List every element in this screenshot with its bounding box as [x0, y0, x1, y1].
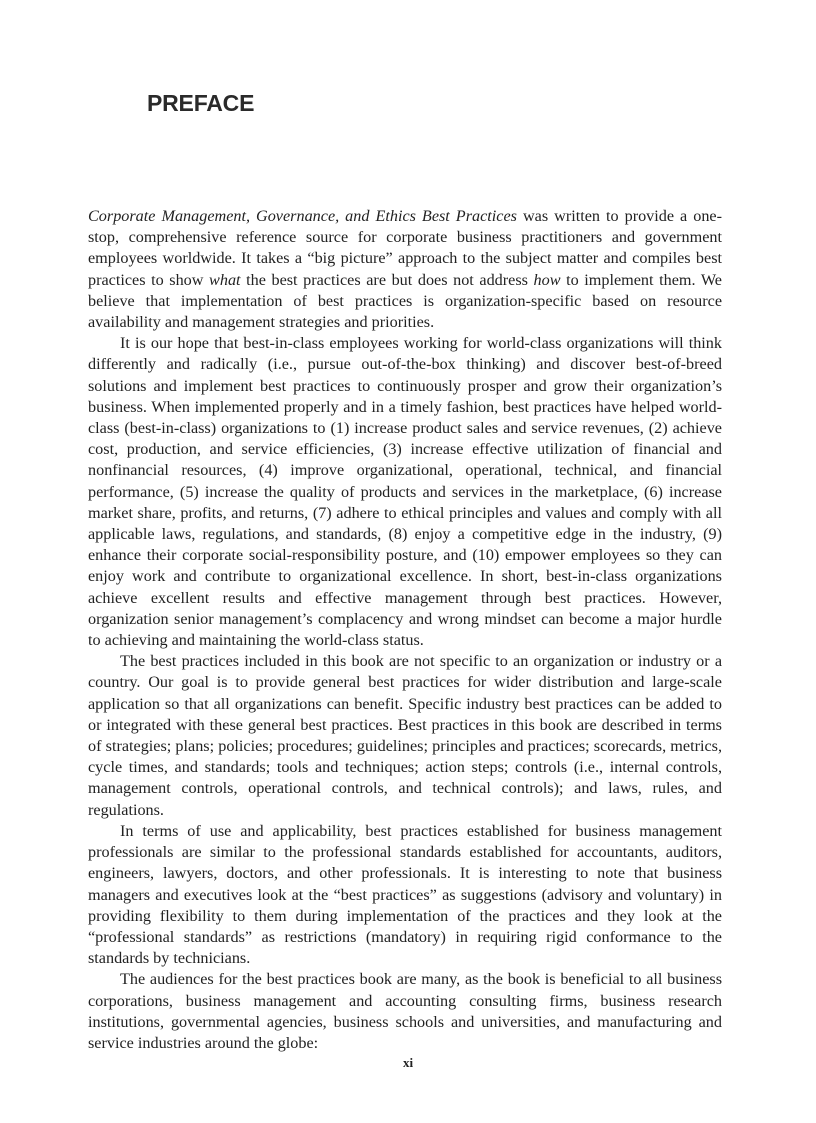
emphasis-how: how: [533, 270, 561, 289]
paragraph-1: [88, 206, 722, 333]
paragraph-3: The best practices included in this book are not specific to an organization or industry or a country. Our goal is to provide general best practices for wider distribution and large-scale application so that all organizations can benefit. Specific industry best practices can be added to or integrated with these general best practices. Best practices in this book are described in terms of strategies; plans; policies; procedures; guidelines; principles and practices; scorecards, metrics, cycle times, and standards; tools and techniques; action steps; controls (i.e., internal controls, management controls, operational controls, and technical controls); and laws, rules, and regulations.: [88, 652, 722, 819]
paragraph-4: In terms of use and applicability, best practices established for business management professionals are similar to the professional standards established for accountants, auditors, engineers, lawyers, doctors, and other professionals. It is interesting to note that business managers and executives look at the “best practices” as suggestions (advisory and voluntary) in providing flexibility to them during implementation of the practices and they look at the “professional standards” as restrictions (mandatory) in requiring rigid conformance to the standards by technicians.: [88, 821, 722, 968]
page-number: xi: [402, 1055, 414, 1070]
paragraph-1-text-a: was written to provide a one-stop, comprehensive reference source for corporate business practitioners and government employees worldwide. It takes a “big picture” approach to the subject matter and compiles best practices to show: [88, 207, 723, 289]
paragraph-5: The audiences for the best practices book are many, as the book is beneficial to all business corporations, business management and accounting consulting firms, business research institutions, governmental agencies, business schools and universities, and manufacturing and service industries around the globe:: [88, 970, 722, 1052]
paragraph-1-text-c: to implement them. We believe that implementation of best practices is organization-specific based on resource availability and management strategies and priorities.: [88, 270, 722, 332]
book-title: Corporate Management, Governance, and Ethics Best Practices: [88, 207, 517, 225]
emphasis-what: what: [209, 270, 241, 289]
paragraph-2: It is our hope that best-in-class employees working for world-class organizations will think differently and radically (i.e., pursue out-of-the-box thinking) and discover best-of-breed solutions and implement best practices to continuously prosper and grow their organization’s business. When implemented properly and in a timely fashion, best practices have helped world-class (best-in-class) organizations to (1) increase product sales and service revenues, (2) achieve cost, production, and service efficiencies, (3) increase effective utilization of financial and nonfinancial resources, (4) improve organizational, operational, technical, and financial performance, (5) increase the quality of products and services in the marketplace, (6) increase market share, profits, and returns, (7) adhere to ethical principles and values and comply with all applicable laws, regulations, and standards, (8) enjoy a competitive edge in the industry, (9) enhance their corporate social-responsibility posture, and (10) empower employees so they can enjoy work and contribute to organizational excellence. In short, best-in-class organizations achieve excellent results and effective management through best practices. However, organization senior management’s complacency and wrong mindset can become a major hurdle to achieving and maintaining the world-class status.: [88, 334, 722, 650]
preface-body: [88, 206, 722, 1054]
page-title: PREFACE: [147, 90, 255, 116]
paragraph-1-text-b: the best practices are but does not address: [240, 270, 534, 289]
